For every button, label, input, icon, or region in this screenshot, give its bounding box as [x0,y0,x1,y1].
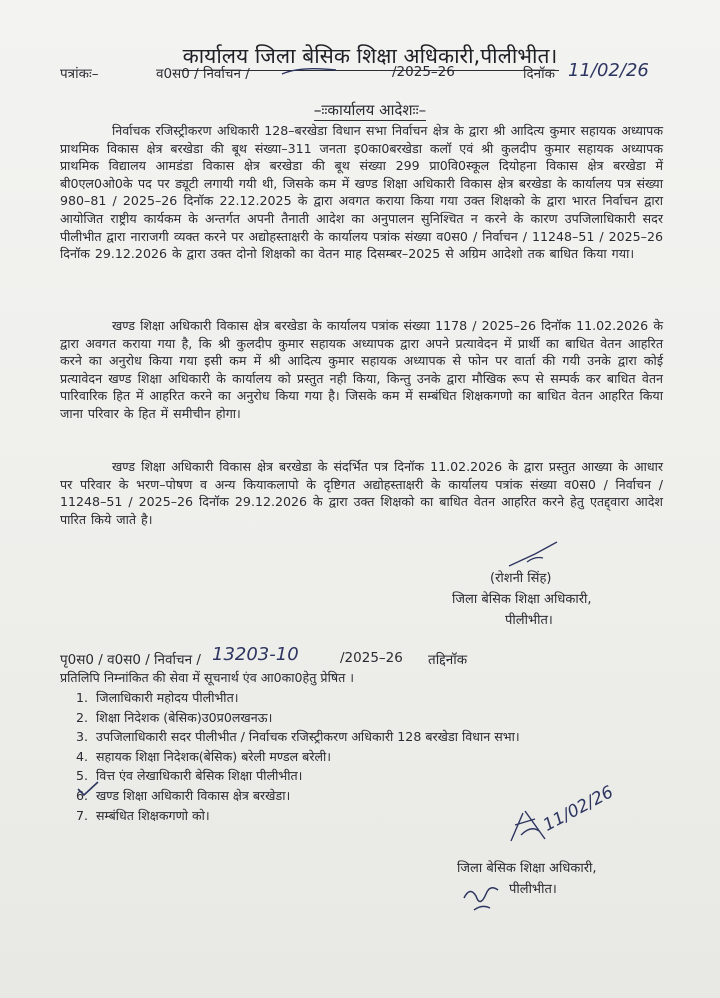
paragraph-2 [60,317,663,423]
paragraph-3-text: खण्ड शिक्षा अधिकारी विकास क्षेत्र बरखेडा के संदर्भित पत्र दिनॉक 11.02.2026 के द्वारा प्रस्तुत आख्या के आधार पर परिवार के भरण–पोषण व अन्य कियाकलापो के दृष्टिगत अद्योहस्ताक्षरी के कार्यालय पत्रांक संख्या व0स0 / निर्वाचन / 11248–51 / 2025–26 दिनॉक 29.12.2026 के द्वारा उक्त शिक्षको का बाधित वेतन आहरित करने हेतु एतद्द्वारा आदेश पारित किये जाते है। [60,459,663,527]
list-item: 3. उपजिलाधिकारी सदर पीलीभीत / निर्वाचक रजिस्ट्रीकरण अधिकारी 128 बरखेडा विधान सभा। [75,729,520,745]
list-item: 2. शिक्षा निदेशक (बेसिक)उ0प्र0लखनऊ। [75,709,273,725]
patrank-ref: व0स0 / निर्वाचन / [156,66,250,82]
copy-ref-year: /2025–26 [340,650,403,666]
patrank-year: /2025–26 [392,64,455,80]
tick-mark [76,780,102,798]
list-item: 1. जिलाधिकारी महोदय पीलीभीत। [75,690,239,705]
initials-scribble [460,880,504,914]
paragraph-1 [60,122,663,263]
signatory-designation: जिला बेसिक शिक्षा अधिकारी, [452,592,592,607]
distribution-list [60,688,520,825]
signatory-place: पीलीभीत। [505,613,553,628]
list-item: 6. खण्ड शिक्षा अधिकारी विकास क्षेत्र बरखेडा। [75,787,291,803]
paragraph-2-text: खण्ड शिक्षा अधिकारी विकास क्षेत्र बरखेडा के कार्यालय पत्रांक संख्या 1178 / 2025–26 दिनॉक 11.02.2026 के द्वारा अवगत कराया गया है, कि श्री कुलदीप कुमार सहायक अध्यापक द्वारा अपने प्रत्यावेदन में प्रार्थी का बाधित वेतन आहरित करने का अनुरोध किया गया इसी कम में श्री आदित्य कुमार सहायक अध्यापक से फोन पर वार्ता की गयी उनके द्वारा कोई प्रत्यावेदन खण्ड शिक्षा अधिकारी के कार्यालय को प्रस्तुत नही किया, किन्तु उनके द्वारा मौखिक रूप से सम्पर्क कर बाधित वेतन पारिवारिक हित में आहरित करने का अनुरोध किया गया है। जिसके कम में सम्बंधित शिक्षकगणो का बाधित वेतन आहरित किया जाना परिवार के हित में समीचीन होगा। [60,318,663,421]
copy-ref-prefix: पृ0स0 / व0स0 / निर्वाचन / [60,652,201,668]
patrank-label: पत्रांकः– [60,66,99,82]
paragraph-3 [60,458,663,528]
paragraph-1-text: निर्वाचक रजिस्ट्रीकरण अधिकारी 128–बरखेडा विधान सभा निर्वाचन क्षेत्र के द्वारा श्री आदित्य कुमार सहायक अध्यापक प्राथमिक विकास क्षेत्र बरखेडा की बूथ संख्या–311 जनता इ0का0बरखेडा कलॉ एवं श्री कुलदीप कुमार सहायक अध्यापक प्राथमिक विद्यालय आमडंडा विकास क्षेत्र बरखेडा की बूथ संख्या 299 प्रा0वि0स्कूल दियोहना विकास क्षेत्र बरखेडा में बी0एल0ओ0के पद पर ड्यूटी लगायी गयी थी, जिसके कम में खण्ड शिक्षा अधिकारी विकास क्षेत्र बरखेडा के कार्यालय पत्र संख्या 980–81 / 2025–26 दिनॉक 22.12.2025 के द्वारा अवगत कराया किया गया उक्त शिक्षको के द्वारा भारत निर्वाचन द्वारा आयोजित राष्ट्रीय कार्यकम के अन्तर्गत अपनी तैनाती आदेश का अनुपालन सुनिश्चित न करने के कारण उपजिलाधिकारी सदर पीलीभीत द्वारा नाराजगी व्यक्त करने पर अद्योहस्ताक्षरी के कार्यालय पत्रांक संख्या व0स0 / निर्वाचन / 11248–51 / 2025–26 दिनॉक 29.12.2026 के द्वारा उक्त दोनो शिक्षको का वेतन माह दिसम्बर–2025 से अग्रिम आदेशो तक बाधित किया गया। [60,123,663,262]
date-label: दिनॉक [523,66,556,82]
handwritten-date: 11/02/26 [568,60,649,81]
copy-date-label: तद्दिनॉक [428,652,468,668]
signatory-place-2: पीलीभीत। [509,882,557,897]
handwritten-date-2: 11/02/26 [540,782,617,836]
signatory-name: (रोशनी सिंह) [490,571,552,586]
order-heading: –ःःकार्यालय आदेशःः– [313,101,427,119]
signature-scribble-1 [505,540,565,570]
handwritten-stroke [280,64,340,78]
signatory-designation-2: जिला बेसिक शिक्षा अधिकारी, [457,861,597,876]
copy-ref-handwritten: 13203-10 [212,644,299,665]
list-item: 4. सहायक शिक्षा निदेशक(बेसिक) बरेली मण्डल बरेली। [75,748,332,764]
office-title: कार्यालय जिला बेसिक शिक्षा अधिकारी,पीलीभीत। [0,42,720,71]
list-item: 7. सम्बंधित शिक्षकगणो को। [75,807,210,823]
copy-intro: प्रतिलिपि निम्नांकित की सेवा में सूचनार्थ एंव आ0का0हेतु प्रेषित । [60,670,355,685]
list-item: 5. वित्त एंव लेखाधिकारी बेसिक शिक्षा पीलीभीत। [75,768,303,784]
